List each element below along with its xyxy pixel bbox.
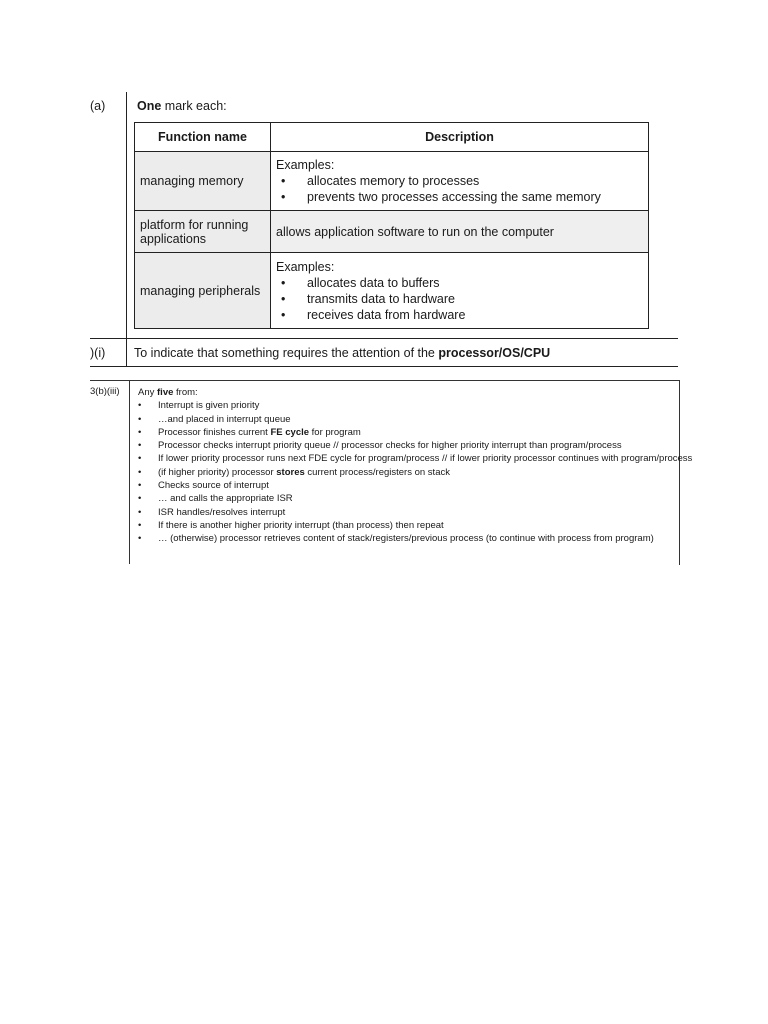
- item-text-post: current process/registers on stack: [304, 466, 450, 478]
- list-item: [138, 532, 728, 545]
- examples-list: [276, 173, 643, 205]
- answer-content-biii: [138, 386, 728, 546]
- item-bold: FE cycle: [270, 426, 310, 438]
- item-bold: stores: [276, 466, 305, 478]
- item-text: (if higher priority) processor: [158, 466, 277, 478]
- margin-divider-biii: [129, 380, 130, 564]
- item-text-post: for program: [309, 426, 361, 438]
- item-text: …and placed in interrupt queue: [158, 413, 291, 425]
- examples-label: Examples:: [276, 259, 335, 274]
- examples-label: Examples:: [276, 158, 335, 172]
- function-name-cell: platform for running applications: [135, 211, 271, 253]
- function-name-cell: managing peripherals: [135, 253, 271, 329]
- item-text: If there is another higher priority interrupt (than process) then repeat: [158, 519, 444, 531]
- item-text: If lower priority processor runs next FDE cycle for program/process // if lower priority processor continues with program/process: [158, 453, 693, 465]
- list-item: [138, 399, 728, 412]
- question-label-a: (a): [90, 99, 106, 113]
- list-item: [138, 479, 728, 492]
- header-description: Description: [271, 123, 649, 152]
- function-table: [134, 122, 649, 329]
- margin-divider-bi: [126, 338, 127, 366]
- header-function-name: Function name: [135, 123, 271, 152]
- list-item: • prevents two processes accessing the same memory: [276, 189, 643, 205]
- table-row: [135, 253, 649, 329]
- answer-text-bold: processor/OS/CPU: [438, 346, 551, 360]
- list-item: [138, 452, 714, 465]
- item-text: Processor checks interrupt priority queue // processor checks for higher priority interrupt than program/process: [158, 440, 622, 452]
- answer-text-plain: To indicate that something requires the attention of the: [134, 346, 439, 360]
- section-divider-bottom: [90, 366, 678, 367]
- intro-bold: One: [137, 99, 162, 113]
- list-item: [138, 466, 728, 479]
- question-label-biii: 3(b)(iii): [90, 386, 120, 397]
- list-item: • transmits data to hardware: [276, 291, 643, 307]
- intro-post: from:: [173, 387, 198, 398]
- list-item: • allocates data to buffers: [276, 275, 643, 291]
- description-cell: allows application software to run on the computer: [271, 211, 649, 253]
- marking-instruction-a: [137, 99, 227, 113]
- item-text: … and calls the appropriate ISR: [158, 493, 293, 505]
- item-text: Interrupt is given priority: [158, 400, 260, 412]
- list-item: [138, 439, 728, 452]
- item-text: … (otherwise) processor retrieves content of stack/registers/previous process (to continue with process from program): [158, 533, 654, 545]
- section-divider-top: [90, 338, 678, 339]
- question-label-bi: )(i): [90, 346, 106, 360]
- item-text: Checks source of interrupt: [158, 480, 269, 492]
- examples-list: [276, 275, 643, 323]
- list-item: • receives data from hardware: [276, 307, 643, 323]
- list-item: [138, 413, 728, 426]
- list-item: [138, 492, 728, 505]
- item-text: ISR handles/resolves interrupt: [158, 506, 286, 518]
- item-text: Processor finishes current: [158, 426, 271, 438]
- list-item: [138, 506, 728, 519]
- intro-rest: mark each:: [161, 99, 227, 113]
- description-cell: [271, 152, 649, 211]
- function-name-cell: managing memory: [135, 152, 271, 211]
- marking-points-list: [138, 399, 728, 545]
- list-item: • allocates memory to processes: [276, 173, 643, 189]
- intro-bold: five: [157, 387, 174, 398]
- table-row: [135, 211, 649, 253]
- list-item: [138, 426, 728, 439]
- list-item: [138, 519, 728, 532]
- marking-instruction-biii: [138, 386, 728, 399]
- intro-pre: Any: [138, 387, 158, 398]
- margin-divider-a: [126, 92, 127, 338]
- table-row: [135, 152, 649, 211]
- answer-text-bi: [134, 346, 550, 360]
- description-cell: [271, 253, 649, 329]
